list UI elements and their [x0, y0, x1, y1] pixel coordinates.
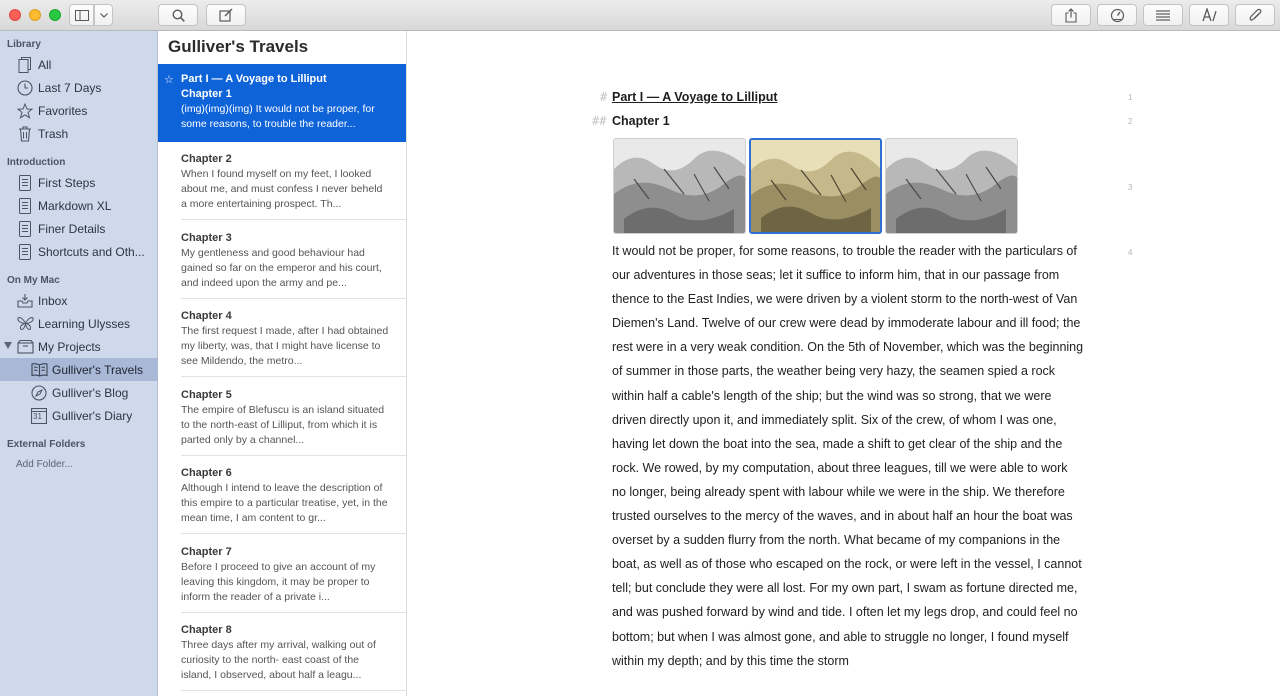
goals-button[interactable]	[1097, 4, 1137, 26]
sheet-excerpt: Three days after my arrival, walking out of curiosity to the north- east coast of the island, I observed, about half a leagu...	[181, 639, 376, 681]
sidebar-item-label: Gulliver's Blog	[52, 385, 129, 400]
sidebar-toggle-button[interactable]	[69, 4, 94, 26]
list-icon	[1156, 10, 1170, 21]
sidebar-item-label: Shortcuts and Oth...	[38, 244, 145, 259]
sidebar-item-label: Trash	[38, 126, 69, 141]
sidebar-item-label: Inbox	[38, 293, 68, 308]
share-icon	[1065, 8, 1077, 23]
group-icon	[16, 197, 34, 215]
sidebar-item-label: Finer Details	[38, 221, 106, 236]
sheet-item-chapter-6[interactable]	[158, 456, 407, 534]
sheet-excerpt: When I found myself on my feet, I looked about me, and must confess I never beheld a more entertaining prospect. Th...	[181, 168, 383, 210]
toolbar	[0, 0, 1280, 31]
outline-button[interactable]	[1143, 4, 1183, 26]
sidebar-item-label: Last 7 Days	[38, 80, 102, 95]
sheet-title: Chapter 8	[181, 624, 232, 636]
engraving-image	[614, 139, 746, 234]
library-sidebar	[0, 31, 158, 696]
group-icon	[16, 174, 34, 192]
sidebar-item-finer-details[interactable]	[0, 217, 158, 240]
calendar-icon-number: 31	[33, 411, 42, 421]
sheet-item-part-1[interactable]	[158, 64, 407, 142]
zoom-window-button[interactable]	[49, 9, 61, 21]
line-number: 4	[1128, 248, 1133, 257]
goals-icon	[1110, 8, 1125, 23]
sheet-item-chapter-7[interactable]	[158, 535, 407, 613]
minimize-window-button[interactable]	[29, 9, 41, 21]
sheet-item-chapter-8[interactable]	[158, 613, 407, 691]
sheet-excerpt: The first request I made, after I had obtained my liberty, was, that I might have license to see Mildendo, the metro...	[181, 325, 389, 367]
group-icon	[16, 220, 34, 238]
sidebar-item-all[interactable]	[0, 53, 158, 76]
sheet-item-chapter-3[interactable]	[158, 221, 407, 299]
sidebar-item-gullivers-blog[interactable]	[0, 381, 158, 404]
image-attachment[interactable]	[613, 138, 746, 234]
sidebar-item-label: First Steps	[38, 175, 96, 190]
sheet-subtitle: Chapter 1	[181, 88, 232, 100]
sidebar-item-label: My Projects	[38, 339, 101, 354]
group-icon	[16, 243, 34, 261]
filing-box-icon	[16, 338, 34, 356]
clock-icon	[16, 79, 34, 97]
sidebar-item-my-projects[interactable]	[0, 335, 158, 358]
butterfly-icon	[16, 315, 34, 333]
line-number: 1	[1128, 93, 1133, 102]
section-header-library: Library	[7, 39, 41, 50]
engraving-image	[751, 140, 880, 232]
sidebar-item-gullivers-travels[interactable]	[0, 358, 158, 381]
sidebar-item-label: Favorites	[38, 103, 88, 118]
section-header-external-folders: External Folders	[7, 439, 86, 450]
sheet-excerpt: The empire of Blefuscu is an island situated to the north-east of Lilliput, from which it is parted only by a channel...	[181, 404, 385, 446]
sheet-item-chapter-5[interactable]	[158, 378, 407, 456]
divider	[181, 376, 407, 377]
sidebar-item-markdown-xl[interactable]	[0, 194, 158, 217]
disclosure-triangle-icon[interactable]	[4, 342, 12, 349]
share-button[interactable]	[1051, 4, 1091, 26]
line-number: 2	[1128, 117, 1133, 126]
trash-icon	[16, 125, 34, 143]
editor[interactable]	[408, 31, 1280, 696]
attachments-button[interactable]	[1235, 4, 1275, 26]
sidebar-item-label: Learning Ulysses	[38, 316, 131, 331]
sidebar-item-label: Markdown XL	[38, 198, 112, 213]
sheet-title: Part I — A Voyage to Lilliput	[181, 73, 327, 85]
heading-2-marker: ##	[592, 114, 607, 128]
sidebar-item-trash[interactable]	[0, 122, 158, 145]
sidebar-item-inbox[interactable]	[0, 289, 158, 312]
sheet-item-chapter-4[interactable]	[158, 299, 407, 377]
sheet-excerpt: (img)(img)(img) It would not be proper, for some reasons, to trouble the reader...	[181, 103, 375, 130]
sidebar-item-last-7-days[interactable]	[0, 76, 158, 99]
heading-2[interactable]: Chapter 1	[612, 114, 670, 128]
close-window-button[interactable]	[9, 9, 21, 21]
sidebar-item-shortcuts[interactable]	[0, 240, 158, 263]
engraving-image	[886, 139, 1018, 234]
sidebar-toggle-icon	[75, 10, 89, 21]
section-header-on-my-mac: On My Mac	[7, 275, 60, 286]
add-folder-link[interactable]: Add Folder...	[16, 459, 73, 470]
calendar-icon	[30, 407, 48, 425]
sheet-title: Chapter 3	[181, 232, 232, 244]
sheet-excerpt: My gentleness and good behaviour had gained so far on the emperor and his court, and indeed upon the army and pe...	[181, 247, 382, 289]
sheet-excerpt: Before I proceed to give an account of my leaving this kingdom, it may be proper to inform the reader of a private i...	[181, 561, 376, 603]
divider	[181, 533, 407, 534]
attachment-icon	[1248, 8, 1263, 23]
body-paragraph[interactable]: It would not be proper, for some reasons, to trouble the reader with the particulars of our adventures in those seas; let it suffice to inform him, that in our passage from thence to the East Indies, we were driven by a violent storm to the north-west of Van Diemen's Land. Twelve of our crew were dead by immoderate labour and ill food; the rest were in a very weak condition. On the 5th of November, which was the beginning of summer in those parts, the weather being very hazy, the seamen spied a rock within half a cable's length of the ship; but the wind was so strong, that we were driven directly upon it, and immediately split. Six of the crew, of whom I was one, having let down the boat into the sea, made a shift to get clear of the ship and the rock. We rowed, by my computation, about three leagues, till we were able to work no longer, being already spent with labour while we were in the ship. We therefore trusted ourselves to the mercy of the waves, and in about half an hour the boat was overset by a sudden flurry from the north. What became of my companions in the boat, as well as of those who escaped on the rock, or were left in the vessel, I cannot tell; but conclude they were all lost. For my own part, I swam as fortune directed me, and was pushed forward by wind and tide. I often let my legs drop, and could feel no bottom; but when I was almost gone, and able to struggle no longer, I found myself within my depth; and by this time the storm	[612, 244, 1084, 668]
divider	[181, 219, 407, 220]
line-number: 3	[1128, 183, 1133, 192]
typewriter-icon	[1202, 8, 1217, 22]
image-attachment-selected[interactable]	[749, 138, 882, 234]
sidebar-item-label: All	[38, 57, 52, 72]
new-sheet-button[interactable]	[206, 4, 246, 26]
sheet-item-chapter-2[interactable]	[158, 142, 407, 220]
typewriter-button[interactable]	[1189, 4, 1229, 26]
book-icon	[30, 361, 48, 379]
sidebar-item-gullivers-diary[interactable]	[0, 404, 158, 427]
sheet-list	[158, 31, 407, 696]
sidebar-item-favorites[interactable]	[0, 99, 158, 122]
section-header-introduction: Introduction	[7, 157, 66, 168]
search-button[interactable]	[158, 4, 198, 26]
inbox-icon	[16, 292, 34, 310]
divider	[181, 690, 407, 691]
star-icon: ☆	[164, 74, 174, 86]
chevron-down-icon	[100, 13, 108, 18]
heading-1-marker: #	[600, 90, 608, 104]
star-icon	[16, 102, 34, 120]
search-icon	[172, 9, 185, 22]
sidebar-item-label: Gulliver's Travels	[52, 362, 143, 377]
stack-icon	[16, 56, 34, 74]
sheet-title: Chapter 4	[181, 310, 232, 322]
sidebar-item-first-steps[interactable]	[0, 171, 158, 194]
sheet-title: Chapter 6	[181, 467, 232, 479]
image-attachment[interactable]	[885, 138, 1018, 234]
sheet-title: Chapter 5	[181, 389, 232, 401]
compose-icon	[219, 8, 233, 22]
heading-1[interactable]: Part I — A Voyage to Lilliput	[612, 90, 778, 104]
sheet-excerpt: Although I intend to leave the description of this empire to a particular treatise, yet, in the mean time, I am content to gr...	[181, 482, 388, 524]
group-title: Gulliver's Travels	[168, 37, 309, 56]
sidebar-item-label: Gulliver's Diary	[52, 408, 133, 423]
sheet-title: Chapter 7	[181, 546, 232, 558]
sheet-title: Chapter 2	[181, 153, 232, 165]
sidebar-item-learning-ulysses[interactable]	[0, 312, 158, 335]
view-options-button[interactable]	[94, 4, 113, 26]
compass-icon	[30, 384, 48, 402]
